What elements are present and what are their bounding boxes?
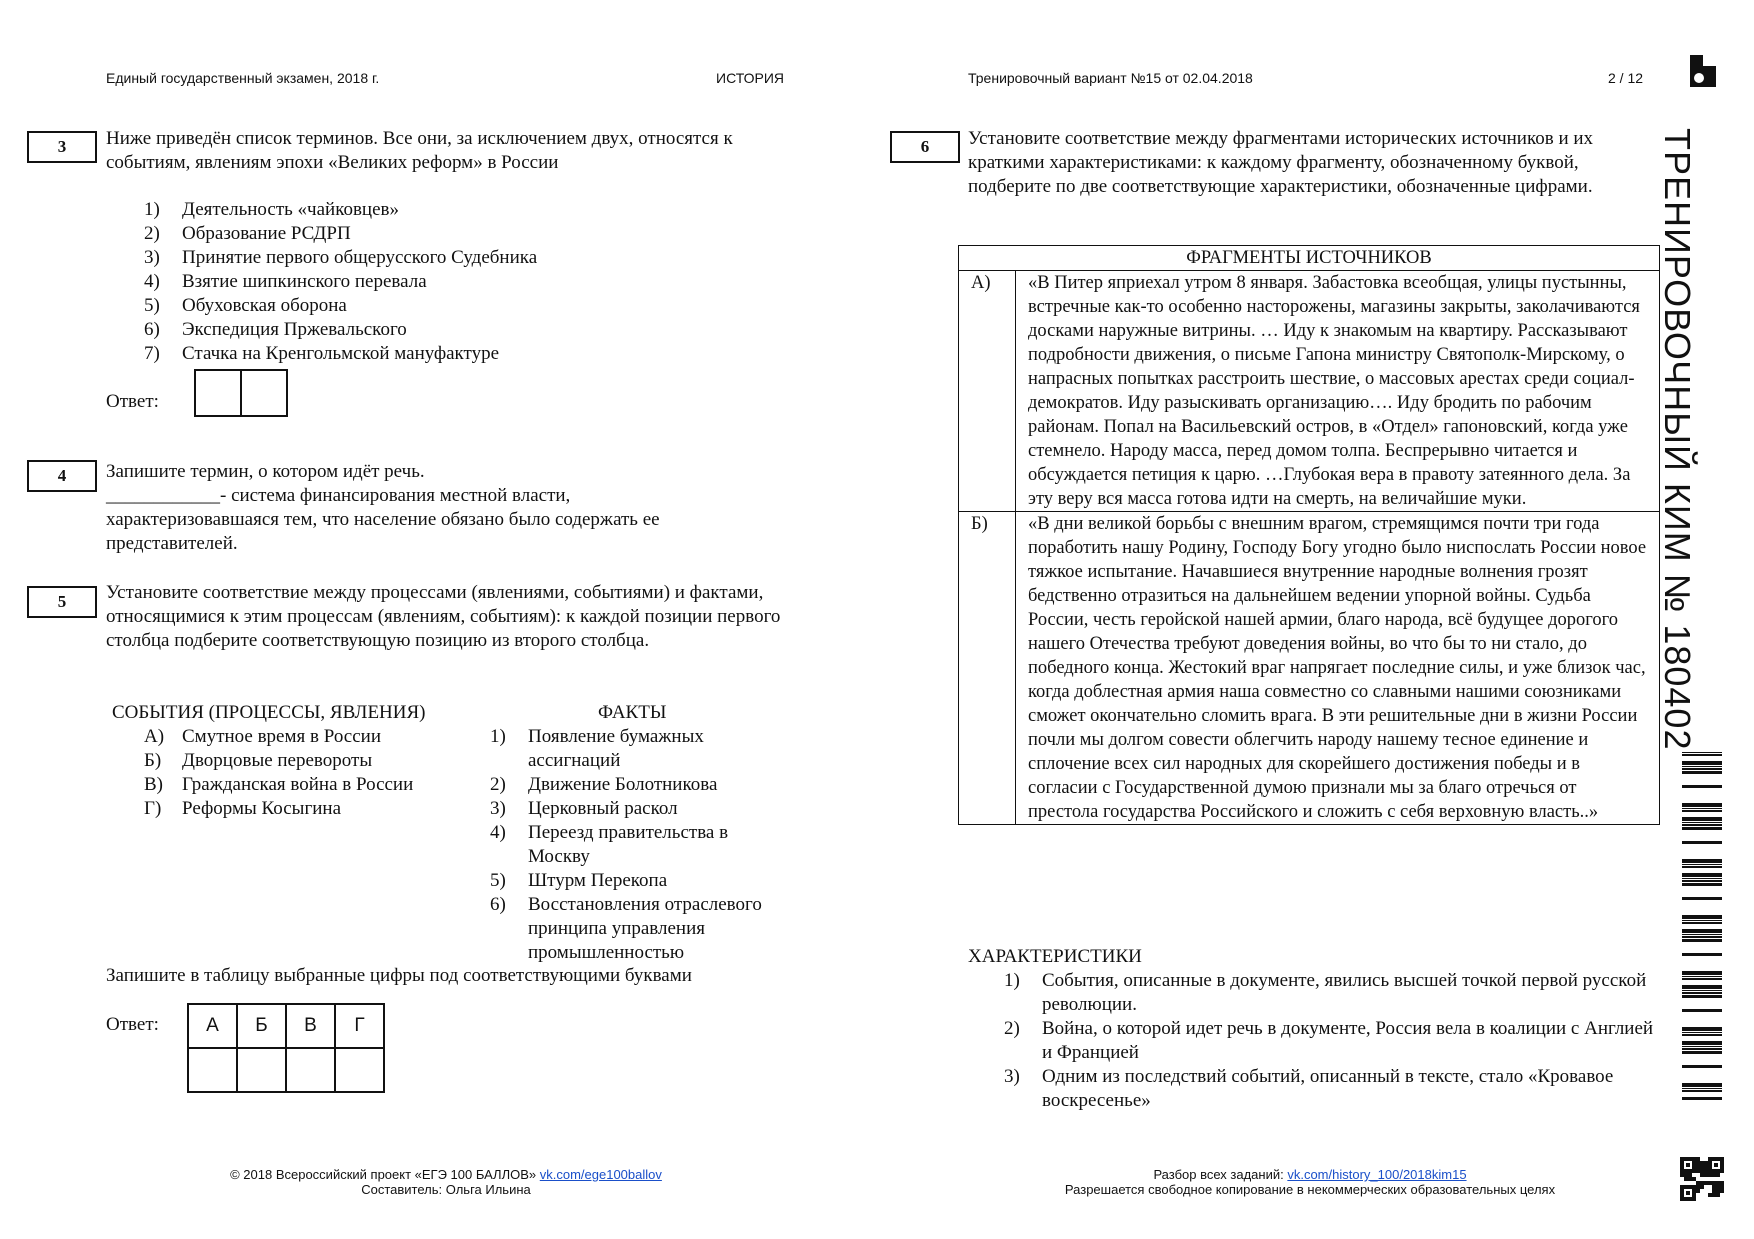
variant-title: Тренировочный вариант №15 от 02.04.2018 — [968, 70, 1253, 86]
qr-code-icon — [1680, 1157, 1724, 1201]
answer-input-cell[interactable] — [286, 1048, 335, 1092]
fact-item-text: Церковный раскол — [528, 798, 678, 819]
q5-text: Установите соответствие между процессами (явлениями, событиями) и фактами, относящимися к этим процессам (явлениям, событиям): к каждой позиции первого столбца подберите соответствующую позицию из второго столбца. — [106, 582, 781, 651]
q5-answer-label: Ответ: — [106, 1014, 159, 1035]
q5-events-list — [144, 725, 474, 821]
source-fragment-row — [959, 271, 1659, 511]
characteristic-item-text: События, описанные в документе, явились высшей точкой первой русской революции. — [1042, 970, 1647, 1015]
event-item-text: Реформы Косыгина — [182, 798, 342, 819]
footer-author: Составитель: Ольга Ильина — [361, 1182, 531, 1197]
event-item-number: А) — [144, 726, 165, 747]
footer-analysis-label: Разбор всех заданий: — [1153, 1167, 1288, 1182]
fact-item-number: 6) — [490, 894, 506, 915]
term-item — [144, 270, 784, 294]
event-item-number: В) — [144, 774, 163, 795]
event-item — [144, 773, 474, 797]
event-item-text: Гражданская война в России — [182, 774, 414, 795]
event-item — [144, 749, 474, 773]
characteristic-item-text: Одним из последствий событий, описанный в тексте, стало «Кровавое воскресенье» — [1042, 1066, 1614, 1111]
term-item — [144, 318, 784, 342]
fact-item-number: 4) — [490, 822, 506, 843]
q3-answer-box[interactable] — [194, 369, 288, 417]
term-item-number: 4) — [144, 271, 160, 292]
characteristic-item — [1004, 1017, 1654, 1065]
fact-item — [490, 893, 790, 965]
footer-vk-link[interactable]: vk.com/ege100ballov — [539, 1167, 662, 1182]
q5-col2-heading: ФАКТЫ — [598, 702, 667, 723]
q5-facts-list — [490, 725, 790, 965]
term-item-number: 2) — [144, 223, 160, 244]
term-item-text: Взятие шипкинского перевала — [182, 271, 427, 292]
question-number-4: 4 — [27, 460, 97, 492]
fact-item-text: Появление бумажных ассигнаций — [528, 726, 704, 771]
term-item-number: 5) — [144, 295, 160, 316]
answer-input-cell[interactable] — [188, 1048, 237, 1092]
footer-right — [1000, 1167, 1620, 1197]
question-number-3: 3 — [27, 131, 97, 163]
answer-letter-cell: Г — [335, 1004, 384, 1048]
characteristics-heading: ХАРАКТЕРИСТИКИ — [968, 946, 1142, 967]
subject-title: ИСТОРИЯ — [716, 70, 785, 86]
q4-line: представителей. — [106, 533, 238, 554]
side-label: ТРЕНИРОВОЧНЫЙ КИМ № 180402 — [1657, 128, 1698, 751]
sources-table-heading: ФРАГМЕНТЫ ИСТОЧНИКОВ — [959, 246, 1659, 271]
q3-answer-label: Ответ: — [106, 391, 159, 412]
term-item-text: Образование РСДРП — [182, 223, 351, 244]
q3-term-list — [144, 198, 784, 366]
fragment-letter: Б) — [959, 512, 1016, 824]
term-item-number: 6) — [144, 319, 160, 340]
answer-letter-cell: А — [188, 1004, 237, 1048]
characteristic-item-number: 2) — [1004, 1018, 1020, 1039]
logo-mark-icon — [1690, 55, 1716, 87]
fact-item-number: 1) — [490, 726, 506, 747]
term-item-number: 7) — [144, 343, 160, 364]
fact-item-text: Движение Болотникова — [528, 774, 718, 795]
term-item — [144, 222, 784, 246]
term-item-number: 1) — [144, 199, 160, 220]
q6-text: Установите соответствие между фрагментами исторических источников и их краткими характеристиками: к каждому фрагменту, обозначенному буквой, подберите по две соответствующие характеристики, обозначенные цифрами. — [968, 128, 1594, 197]
characteristic-item-number: 3) — [1004, 1066, 1020, 1087]
term-item — [144, 294, 784, 318]
answer-input-cell[interactable] — [335, 1048, 384, 1092]
term-item-text: Стачка на Кренгольмской мануфактуре — [182, 343, 500, 364]
characteristic-item — [1004, 1065, 1654, 1113]
term-item-text: Принятие первого общерусского Судебника — [182, 247, 538, 268]
q5-instruction: Запишите в таблицу выбранные цифры под соответствующими буквами — [106, 965, 692, 986]
answer-letter-cell: Б — [237, 1004, 286, 1048]
sources-table — [958, 245, 1660, 825]
fact-item-number: 2) — [490, 774, 506, 795]
question-number-6: 6 — [890, 131, 960, 163]
event-item-text: Дворцовые перевороты — [182, 750, 373, 771]
barcode-icon — [1682, 752, 1722, 1100]
term-item-text: Экспедиция Пржевальского — [182, 319, 407, 340]
fact-item — [490, 725, 790, 773]
event-item-number: Г) — [144, 798, 162, 819]
q3-text: Ниже приведён список терминов. Все они, за исключением двух, относятся к событиям, явлениям эпохи «Великих реформ» в России — [106, 128, 733, 173]
characteristics-list — [1004, 969, 1654, 1113]
fact-item — [490, 821, 790, 869]
event-item — [144, 725, 474, 749]
page-number: 2 / 12 — [1608, 70, 1644, 86]
fragment-text: «В Питер яприехал утром 8 января. Забастовка всеобщая, улицы пустынны, встречные как-то особенно насторожены, магазины закрыты, заколачиваются досками наружные витрины. … Иду к знакомым на квартиру. Рассказывают подробности движения, о письме Гапона министру Святополк-Мирскому, о напрасных попытках расстроить шествие, о массовых арестах среди социал-демократов. Иду разыскивать организацию…. Иду бродить по рабочим районам. Попал на Васильевский остров, в «Отдел» гапоновский, когда уже стемнело. Народу масса, перед домом толпа. Беспрерывно читается и обсуждается петиция к царю. …Глубокая вера в правоту затеянного дела. За эту веру вся масса готова идти на смерть, на величайшие муки. — [1028, 273, 1640, 509]
fact-item-text: Штурм Перекопа — [528, 870, 668, 891]
fact-item-text: Переезд правительства в Москву — [528, 822, 729, 867]
fragment-letter: А) — [959, 271, 1016, 511]
characteristic-item-text: Война, о которой идет речь в документе, Россия вела в коалиции с Англией и Францией — [1042, 1018, 1654, 1063]
footer-copy-note: Разрешается свободное копирование в некоммерческих образовательных целях — [1064, 1182, 1556, 1197]
q4-line: Запишите термин, о котором идёт речь. — [106, 461, 425, 482]
answer-cell[interactable] — [195, 370, 241, 416]
q5-answer-table[interactable] — [187, 1003, 385, 1093]
term-item — [144, 342, 784, 366]
term-item-number: 3) — [144, 247, 160, 268]
answer-cell[interactable] — [241, 370, 287, 416]
term-item — [144, 246, 784, 270]
q4-line: характеризовавшаяся тем, что население обязано было содержать ее — [106, 509, 660, 530]
event-item-number: Б) — [144, 750, 162, 771]
source-fragment-row — [959, 511, 1659, 824]
exam-title: Единый государственный экзамен, 2018 г. — [106, 70, 380, 86]
term-item-text: Деятельность «чайковцев» — [182, 199, 400, 220]
fact-item — [490, 797, 790, 821]
q4-line: ____________- система финансирования местной власти, — [106, 485, 571, 506]
q5-col1-heading: СОБЫТИЯ (ПРОЦЕССЫ, ЯВЛЕНИЯ) — [112, 702, 426, 723]
answer-letter-cell: В — [286, 1004, 335, 1048]
footer-copyright: © 2018 Всероссийский проект «ЕГЭ 100 БАЛЛОВ» — [230, 1167, 540, 1182]
fact-item-text: Восстановления отраслевого принципа управления промышленностью — [528, 894, 762, 963]
q4-body — [106, 460, 796, 556]
question-number-5: 5 — [27, 586, 97, 618]
footer-left — [146, 1167, 746, 1197]
event-item-text: Смутное время в России — [182, 726, 381, 747]
fact-item-number: 5) — [490, 870, 506, 891]
characteristic-item — [1004, 969, 1654, 1017]
term-item — [144, 198, 784, 222]
characteristic-item-number: 1) — [1004, 970, 1020, 991]
fact-item — [490, 773, 790, 797]
fact-item-number: 3) — [490, 798, 506, 819]
footer-analysis-link[interactable]: vk.com/history_100/2018kim15 — [1287, 1167, 1467, 1182]
event-item — [144, 797, 474, 821]
fragment-text: «В дни великой борьбы с внешним врагом, стремящимся почти три года поработить нашу Родину, Господу Богу угодно было ниспослать России новое тяжкое испытание. Начавшиеся внутренние народные волнения грозят бедственно отразиться на дальнейшем ведении упорной войны. Судьба России, честь геройской нашей армии, благо народа, всё будущее дорогого нашего Отечества требуют доведения войны, во что бы то ни стало, до победного конца. Жестокий враг напрягает последние силы, и уже близок час, когда доблестная армия наша совместно со славными нашими союзниками сможет окончательно сломить врага. В эти решительные дни в жизни России почли мы долгом совести облегчить народу нашему тесное единение и сплочение всех сил народных для скорейшего достижения победы и в согласии с Государственной думою признали мы за благо отречься от престола государства Российского и сложить с себя верховную власть..» — [1028, 514, 1647, 822]
answer-input-cell[interactable] — [237, 1048, 286, 1092]
term-item-text: Обуховская оборона — [182, 295, 347, 316]
fact-item — [490, 869, 790, 893]
